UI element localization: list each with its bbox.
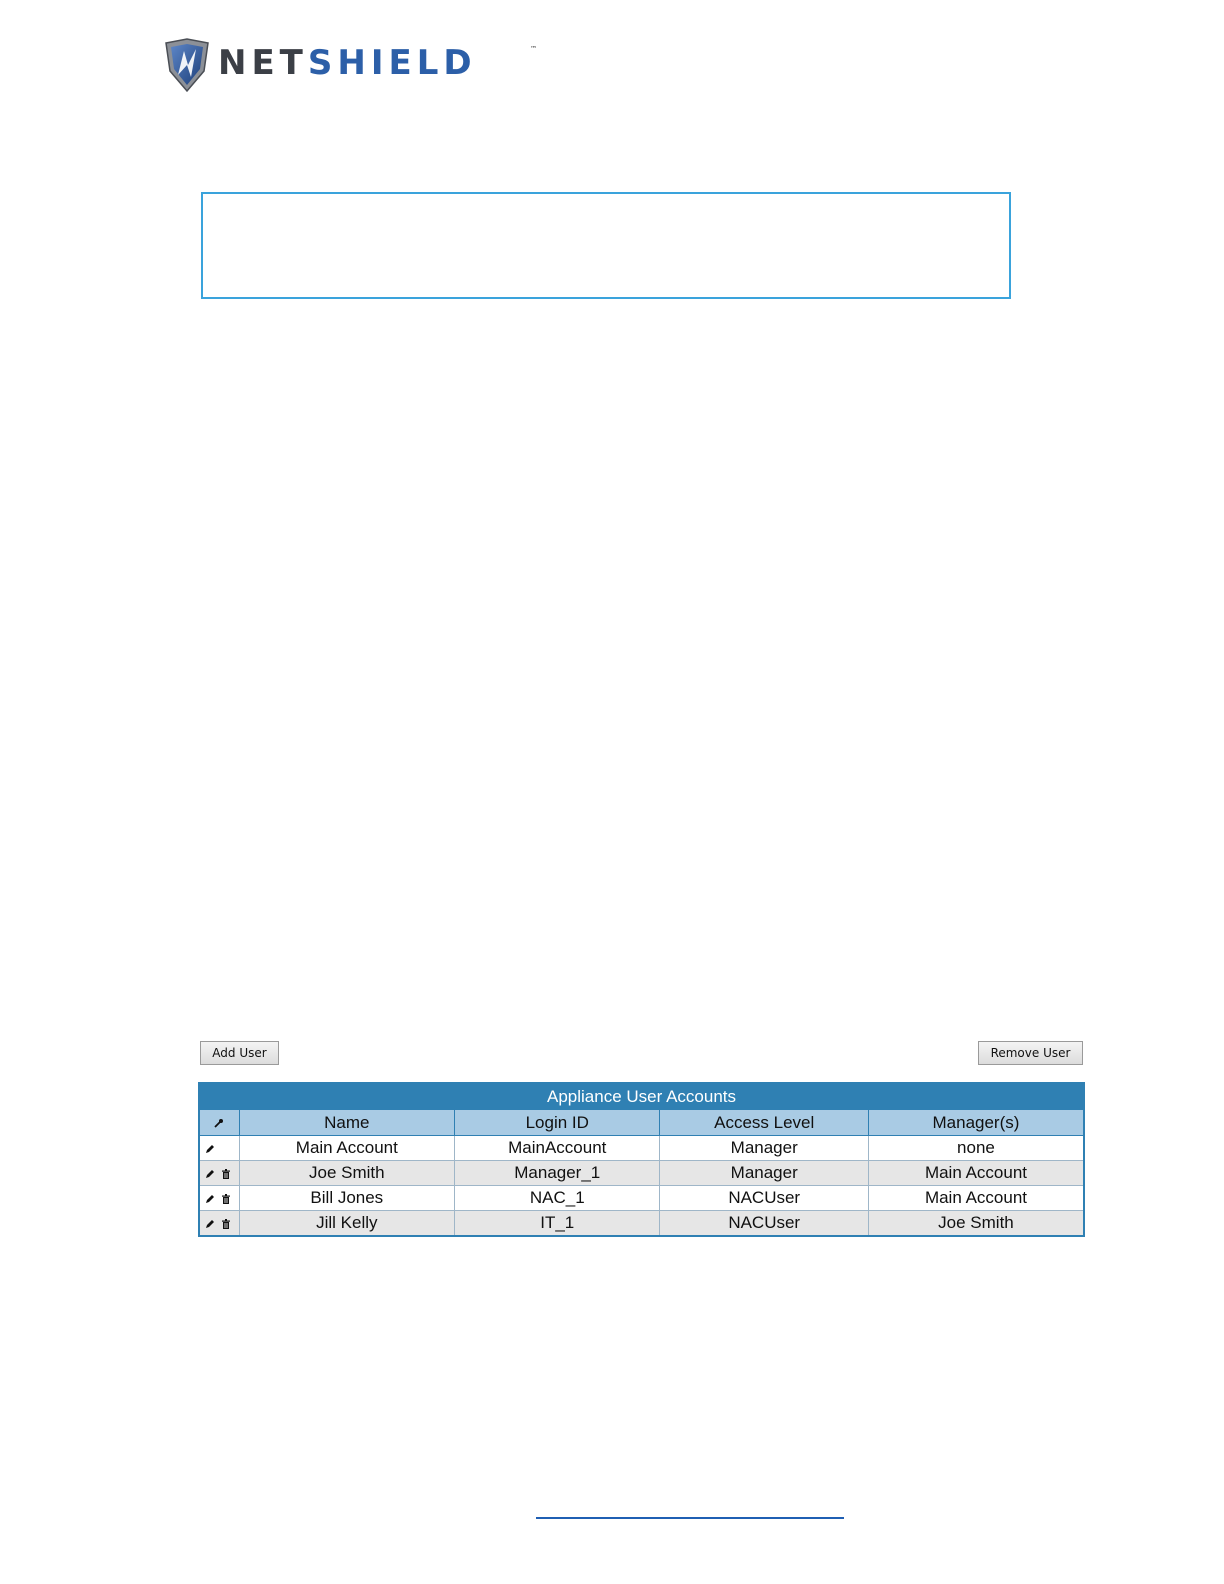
- row-actions: [199, 1161, 239, 1186]
- row-actions: [199, 1211, 239, 1237]
- column-header-name[interactable]: Name: [239, 1110, 454, 1136]
- table-row[interactable]: [199, 1161, 1084, 1186]
- cell-name: Bill Jones: [239, 1186, 454, 1211]
- remove-user-button[interactable]: Remove User: [978, 1041, 1083, 1065]
- table-row[interactable]: [199, 1136, 1084, 1161]
- trademark-symbol: ™: [530, 45, 537, 53]
- trash-icon[interactable]: [221, 1194, 231, 1204]
- cell-login-id: NAC_1: [455, 1186, 660, 1211]
- cell-name: Joe Smith: [239, 1161, 454, 1186]
- row-actions: [199, 1186, 239, 1211]
- row-actions: [199, 1136, 239, 1161]
- cell-managers: Main Account: [868, 1186, 1084, 1211]
- pencil-icon[interactable]: [205, 1169, 215, 1179]
- column-header-login-id[interactable]: Login ID: [455, 1110, 660, 1136]
- wrench-icon: [214, 1118, 224, 1128]
- netshield-logo: [162, 37, 542, 93]
- cell-access-level: NACUser: [660, 1186, 868, 1211]
- trash-icon[interactable]: [221, 1219, 231, 1229]
- footer-link-underline[interactable]: [536, 1517, 844, 1519]
- table-row[interactable]: [199, 1186, 1084, 1211]
- cell-managers: Joe Smith: [868, 1211, 1084, 1237]
- cell-managers: Main Account: [868, 1161, 1084, 1186]
- table-title: Appliance User Accounts: [199, 1083, 1084, 1110]
- pencil-icon[interactable]: [205, 1219, 215, 1229]
- pencil-icon[interactable]: [205, 1194, 215, 1204]
- cell-access-level: Manager: [660, 1161, 868, 1186]
- cell-name: Jill Kelly: [239, 1211, 454, 1237]
- shield-icon: [162, 37, 212, 93]
- cell-managers: none: [868, 1136, 1084, 1161]
- add-user-button[interactable]: Add User: [200, 1041, 279, 1065]
- cell-access-level: NACUser: [660, 1211, 868, 1237]
- trash-icon[interactable]: [221, 1169, 231, 1179]
- brand-wordmark: [218, 43, 477, 83]
- cell-name: Main Account: [239, 1136, 454, 1161]
- cell-login-id: IT_1: [455, 1211, 660, 1237]
- actions-column-header: [199, 1110, 239, 1136]
- callout-box: [201, 192, 1011, 299]
- user-accounts-table: [198, 1082, 1085, 1237]
- table-row[interactable]: [199, 1211, 1084, 1237]
- column-header-access-level[interactable]: Access Level: [660, 1110, 868, 1136]
- cell-access-level: Manager: [660, 1136, 868, 1161]
- cell-login-id: MainAccount: [455, 1136, 660, 1161]
- column-header-managers[interactable]: Manager(s): [868, 1110, 1084, 1136]
- pencil-icon[interactable]: [205, 1144, 215, 1154]
- brand-shield: SHIELD: [307, 43, 477, 83]
- cell-login-id: Manager_1: [455, 1161, 660, 1186]
- brand-net: NET: [218, 43, 308, 83]
